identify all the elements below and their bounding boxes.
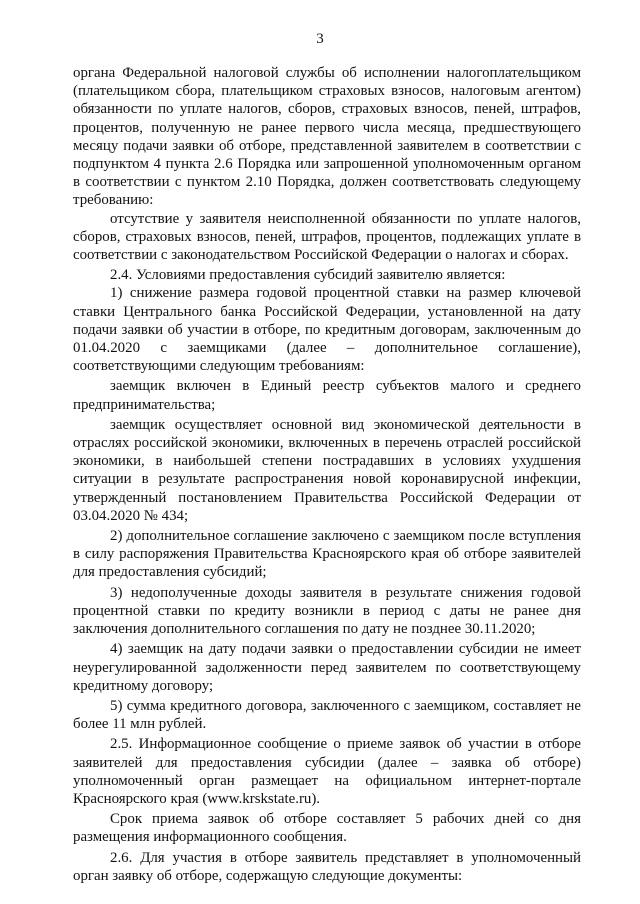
paragraph-12: Срок приема заявок об отборе составляет 5 рабочих дней со дня размещения информационного сообщения. (73, 811, 581, 846)
paragraph-11: 2.5. Информационное сообщение о приеме заявок об участии в отборе заявителей для предоставления субсидии (далее – заявка об отборе) уполномоченный орган размещает на официальном интернет-портале Красноярского края (www.krskstate.ru). (73, 736, 581, 807)
paragraph-8: 3) недополученные доходы заявителя в результате снижения годовой процентной ставки по кредиту возникли в период с даты не ранее дня заключения дополнительного соглашения по дату не позднее 30.11.2020; (73, 584, 581, 638)
paragraph-9: 4) заемщик на дату подачи заявки о предоставлении субсидии не имеет неурегулированной задолженности перед заявителем по соответствующему кредитному договору; (73, 641, 581, 694)
paragraph-10: 5) сумма кредитного договора, заключенного с заемщиком, составляет не более 11 млн рублей. (73, 697, 581, 733)
paragraph-5: заемщик включен в Единый реестр субъектов малого и среднего предпринимательства; (73, 378, 581, 413)
paragraph-4: 1) снижение размера годовой процентной ставки на размер ключевой ставки Центрального банка Российской Федерации, установленной на дату подачи заявки об участии в отборе, по кредитным договорам, заключенным до 01.04.2020 с заемщиками (далее – дополнительное соглашение), соответствующими следующим требованиям: (73, 285, 581, 375)
paragraph-6: заемщик осуществляет основной вид экономической деятельности в отраслях российской экономики, включенных в перечень отраслей российской экономики, в наибольшей степени пострадавших в условиях ухудшения ситуации в результате распространения новой коронавирусной инфекции, утвержденный постановлением Правительства Российской Федерации от 03.04.2020 № 434; (73, 416, 581, 524)
paragraph-2: отсутствие у заявителя неисполненной обязанности по уплате налогов, сборов, страховых взносов, пеней, штрафов, процентов, подлежащих уплате в соответствии с законодательством Российской Федерации о налогах и сборах. (73, 210, 581, 264)
document-body (73, 64, 581, 885)
paragraph-1: органа Федеральной налоговой службы об исполнении налогоплательщиком (плательщиком сбора, плательщиком страховых взносов, налоговым агентом) обязанности по уплате налогов, сборов, страховых взносов, пеней, штрафов, процентов, полученную не ранее первого числа месяца, предшествующего месяцу подачи заявки об отборе, представленной заявителем в соответствии с подпунктом 4 пункта 2.6 Порядка или запрошенной уполномоченным органом в соответствии с пунктом 2.10 Порядка, должен соответствовать следующему требованию: (73, 65, 581, 209)
page-number: 3 (316, 31, 324, 47)
paragraph-3: 2.4. Условиями предоставления субсидий заявителю является: (110, 267, 506, 284)
paragraph-7: 2) дополнительное соглашение заключено с заемщиком после вступления в силу распоряжения Правительства Красноярского края об отборе заявителей для предоставления субсидий; (73, 528, 581, 581)
paragraph-13: 2.6. Для участия в отборе заявитель представляет в уполномоченный орган заявку об отборе, содержащую следующие документы: (73, 849, 581, 884)
